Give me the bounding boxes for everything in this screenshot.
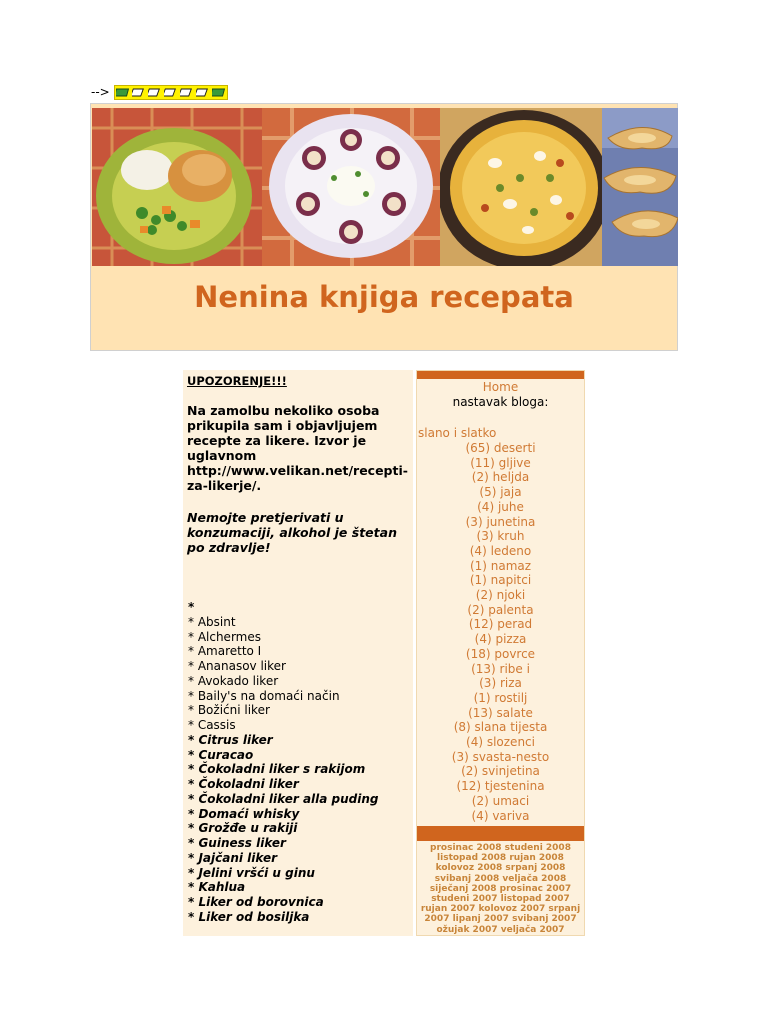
liquor-recipe-link[interactable]: * Liker od bosiljka	[188, 909, 310, 924]
category-link[interactable]: (12) tjestenina	[456, 779, 545, 794]
category-link[interactable]: (18) povrce	[465, 646, 536, 661]
liquor-recipe-link[interactable]: * Čokoladni liker s rakijom	[188, 762, 366, 777]
category-link[interactable]: (4) slozenci	[466, 735, 535, 750]
category-link[interactable]: (12) perad	[468, 617, 533, 632]
category-link[interactable]: (65) deserti	[465, 441, 536, 455]
sidebar	[416, 370, 585, 936]
category-link[interactable]: (3) svasta-nesto	[451, 749, 550, 764]
category-link[interactable]: (1) rostilj	[473, 690, 528, 705]
category-link[interactable]: (2) heljda	[471, 470, 530, 485]
category-link[interactable]: (8) slana tijesta	[453, 720, 548, 735]
liquor-recipe-link[interactable]: * Amaretto I	[188, 644, 262, 659]
page-icon[interactable]	[179, 86, 195, 98]
liquor-recipe-link[interactable]: * Jajčani liker	[188, 850, 278, 865]
photo-strip	[92, 108, 678, 266]
main-content	[183, 370, 585, 936]
liquor-recipe-link[interactable]: * Alchermes	[188, 629, 261, 644]
liquor-recipe-link[interactable]: * Avokado liker	[188, 673, 279, 688]
post-column	[183, 370, 413, 936]
pastry-crescents-photo	[602, 108, 678, 266]
liquor-recipe-link[interactable]: * Ananasov liker	[188, 659, 286, 673]
archive-link-line[interactable]: listopad 2008 rujan 2008	[437, 853, 564, 864]
previous-icon[interactable]	[131, 86, 147, 98]
category-link[interactable]: (2) umaci	[471, 793, 530, 808]
stuffed-rolls-plate-photo	[262, 108, 440, 266]
page-icon[interactable]	[147, 86, 163, 98]
archive-link-line[interactable]: kolovoz 2008 srpanj 2008	[435, 863, 566, 874]
top-nav-line	[91, 84, 228, 100]
liquor-recipe-link[interactable]: * Absint	[188, 614, 236, 629]
warning-body: Na zamolbu nekoliko osoba prikupila sam i objavljujem recepte za likere. Izvor je uglavnom http://www.velikan.net/recepti-za-likerje/.	[187, 403, 408, 493]
liquor-recipe-link[interactable]: * Čokoladni liker alla puding	[188, 791, 379, 806]
liquor-recipe-link[interactable]: * Guiness liker	[188, 836, 286, 850]
next-icon[interactable]	[195, 86, 211, 98]
liquor-recipe-link[interactable]: * Cassis	[188, 718, 236, 732]
home-link[interactable]: Home	[482, 380, 519, 394]
archive-link-line[interactable]: ožujak 2007 veljača 2007	[436, 924, 565, 935]
blog-nav-strip	[114, 85, 228, 100]
warning-title: UPOZORENJE!!!	[187, 374, 287, 388]
liquor-recipe-list	[188, 600, 379, 925]
site-title: Nenina knjiga recepata	[194, 280, 574, 314]
category-link[interactable]: (3) kruh	[476, 529, 525, 544]
category-heading[interactable]: slano i slatko	[418, 426, 497, 440]
chicken-plate-photo	[92, 108, 262, 266]
liquor-recipe-link[interactable]: * Citrus liker	[188, 732, 273, 747]
category-link[interactable]: (11) gljive	[470, 455, 531, 470]
blog-header	[90, 103, 678, 351]
category-list	[417, 441, 584, 823]
liquor-recipe-link[interactable]: * Jelini vršći u ginu	[188, 865, 315, 880]
pizza-photo	[440, 108, 602, 266]
sidebar-top-bar	[417, 371, 584, 379]
warning-note: Nemojte pretjerivati u konzumaciji, alkohol je štetan po zdravlje!	[187, 510, 397, 555]
category-link[interactable]: (13) salate	[468, 705, 533, 720]
first-page-icon[interactable]	[115, 86, 131, 98]
category-link[interactable]: (2) svinjetina	[461, 764, 540, 779]
liquor-recipe-link[interactable]: * Baily's na domaći način	[188, 688, 340, 703]
liquor-recipe-link[interactable]: * Curacao	[188, 747, 254, 762]
liquor-recipe-link[interactable]: * Domaći whisky	[188, 806, 300, 821]
liquor-recipe-link[interactable]: * Grožđe u rakiji	[188, 821, 298, 836]
last-page-icon[interactable]	[211, 86, 227, 98]
archive-link-line[interactable]: svibanj 2008 veljača 2008	[434, 873, 567, 884]
category-link[interactable]: (2) palenta	[467, 602, 534, 617]
category-link[interactable]: (1) namaz	[469, 558, 532, 573]
liquor-recipe-link[interactable]: *	[188, 600, 195, 614]
liquor-recipe-link[interactable]: * Božićni liker	[188, 703, 270, 718]
category-link[interactable]: (3) junetina	[465, 514, 536, 529]
category-link[interactable]: (4) pizza	[474, 632, 527, 647]
archive-link-line[interactable]: siječanj 2008 prosinac 2007	[429, 883, 572, 894]
liquor-recipe-link[interactable]: * Liker od borovnica	[188, 895, 324, 909]
liquor-recipe-link[interactable]: * Čokoladni liker	[188, 777, 299, 791]
archive-link-line[interactable]: prosinac 2008 studeni 2008	[430, 843, 571, 853]
archive-link-line[interactable]: studeni 2007 listopad 2007	[431, 894, 570, 905]
category-link[interactable]: (13) ribe i	[471, 661, 530, 676]
category-link[interactable]: (2) njoki	[475, 588, 526, 603]
category-link[interactable]: (1) napitci	[469, 573, 532, 588]
category-link[interactable]: (5) jaja	[479, 485, 522, 500]
sidebar-archive-bar	[417, 826, 584, 841]
category-link[interactable]: (4) ledeno	[469, 543, 532, 558]
liquor-recipe-link[interactable]: * Kahlua	[188, 880, 246, 895]
category-link[interactable]: (4) variva	[471, 808, 530, 823]
archive-link-line[interactable]: rujan 2007 kolovoz 2007 srpanj	[420, 904, 581, 915]
archive-link-line[interactable]: 2007 lipanj 2007 svibanj 2007	[424, 914, 577, 925]
archive-list	[419, 843, 582, 935]
top-prefix: -->	[91, 85, 110, 99]
page-icon[interactable]	[163, 86, 179, 98]
category-link[interactable]: (3) riza	[479, 676, 522, 691]
blog-continuation-label: nastavak bloga:	[452, 395, 549, 409]
category-link[interactable]: (4) juhe	[477, 499, 524, 514]
